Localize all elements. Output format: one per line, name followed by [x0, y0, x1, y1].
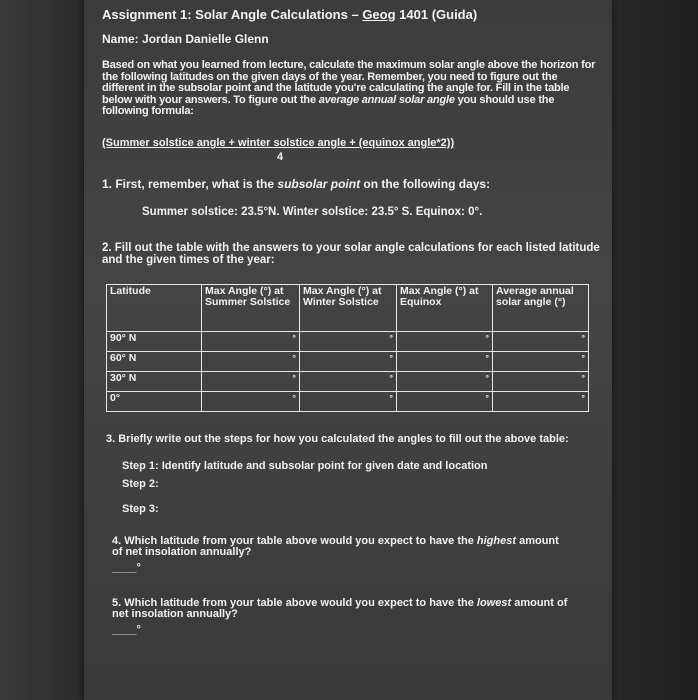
worksheet-page	[84, 0, 612, 700]
page-title: Assignment 1: Solar Angle Calculations – Geog 1401 (Guida)	[102, 7, 478, 22]
student-name: Name: Jordan Danielle Glenn	[102, 32, 269, 46]
solar-angle-table	[106, 284, 589, 412]
table-row	[107, 352, 589, 372]
answer-blank-4[interactable]: ____°	[112, 562, 141, 574]
degree-mark: °	[389, 353, 393, 363]
degree-mark: °	[485, 333, 489, 343]
table-row	[107, 332, 589, 352]
answer-cell[interactable]	[397, 372, 493, 392]
step-3: Step 3:	[122, 503, 159, 515]
degree-mark: °	[292, 393, 296, 403]
degree-mark: °	[581, 393, 585, 403]
question-4: 4. Which latitude from your table above would you expect to have the highest amount of net insolation annually?	[112, 535, 559, 558]
degree-mark: °	[292, 373, 296, 383]
degree-mark: °	[485, 373, 489, 383]
table-row	[107, 392, 589, 412]
answer-cell[interactable]	[397, 352, 493, 372]
degree-mark: °	[389, 373, 393, 383]
question-2: 2. Fill out the table with the answers to your solar angle calculations for each listed latitude and the given times of the year:	[102, 242, 600, 266]
degree-mark: °	[292, 333, 296, 343]
answer-cell[interactable]	[202, 352, 300, 372]
formula-denominator: 4	[277, 151, 284, 163]
degree-mark: °	[389, 333, 393, 343]
degree-mark: °	[581, 333, 585, 343]
answer-cell[interactable]	[493, 372, 589, 392]
answer-cell[interactable]	[202, 332, 300, 352]
degree-mark: °	[581, 353, 585, 363]
answer-cell[interactable]	[300, 372, 397, 392]
answer-cell[interactable]	[300, 352, 397, 372]
header-equinox: Max Angle (°) at Equinox	[397, 285, 493, 332]
latitude-cell: 0°	[107, 392, 202, 412]
answer-cell[interactable]	[300, 332, 397, 352]
question-5: 5. Which latitude from your table above would you expect to have the lowest amount of net insolation annually?	[112, 597, 568, 620]
answer-cell[interactable]	[493, 332, 589, 352]
degree-mark: °	[485, 393, 489, 403]
formula-numerator: (Summer solstice angle + winter solstice angle + (equinox angle*2))	[102, 137, 455, 149]
header-summer-solstice: Max Angle (°) at Summer Solstice	[202, 285, 300, 332]
answer-cell[interactable]	[493, 392, 589, 412]
table-row	[107, 372, 589, 392]
background-left	[0, 0, 80, 700]
question-3: 3. Briefly write out the steps for how you calculated the angles to fill out the above table:	[106, 433, 569, 445]
answer-cell[interactable]	[493, 352, 589, 372]
question-1: 1. First, remember, what is the subsolar point on the following days:	[102, 177, 491, 191]
degree-mark: °	[389, 393, 393, 403]
table-header-row	[107, 285, 589, 332]
subsolar-dates: Summer solstice: 23.5°N. Winter solstice: 23.5° S. Equinox: 0°.	[142, 206, 483, 218]
degree-mark: °	[485, 353, 489, 363]
step-1: Step 1: Identify latitude and subsolar point for given date and location	[122, 460, 488, 472]
latitude-cell: 30° N	[107, 372, 202, 392]
answer-blank-5[interactable]: ____°	[112, 624, 141, 636]
background-right	[608, 0, 698, 700]
header-winter-solstice: Max Angle (°) at Winter Solstice	[300, 285, 397, 332]
latitude-cell: 90° N	[107, 332, 202, 352]
latitude-cell: 60° N	[107, 352, 202, 372]
degree-mark: °	[292, 353, 296, 363]
answer-cell[interactable]	[397, 392, 493, 412]
answer-cell[interactable]	[300, 392, 397, 412]
answer-cell[interactable]	[202, 372, 300, 392]
step-2: Step 2:	[122, 478, 159, 490]
instructions-paragraph: Based on what you learned from lecture, calculate the maximum solar angle above the horizon for the following latitudes on the given days of the year. Remember, you need to figure out the different in the subsolar point and the latitude you're calculating the angle for. Fill in the table below with your answers. To figure out the average annual solar angle you should use the following formula:	[102, 59, 596, 117]
header-latitude: Latitude	[107, 285, 202, 332]
degree-mark: °	[581, 373, 585, 383]
header-average-annual: Average annual solar angle (°)	[493, 285, 589, 332]
answer-cell[interactable]	[202, 392, 300, 412]
answer-cell[interactable]	[397, 332, 493, 352]
